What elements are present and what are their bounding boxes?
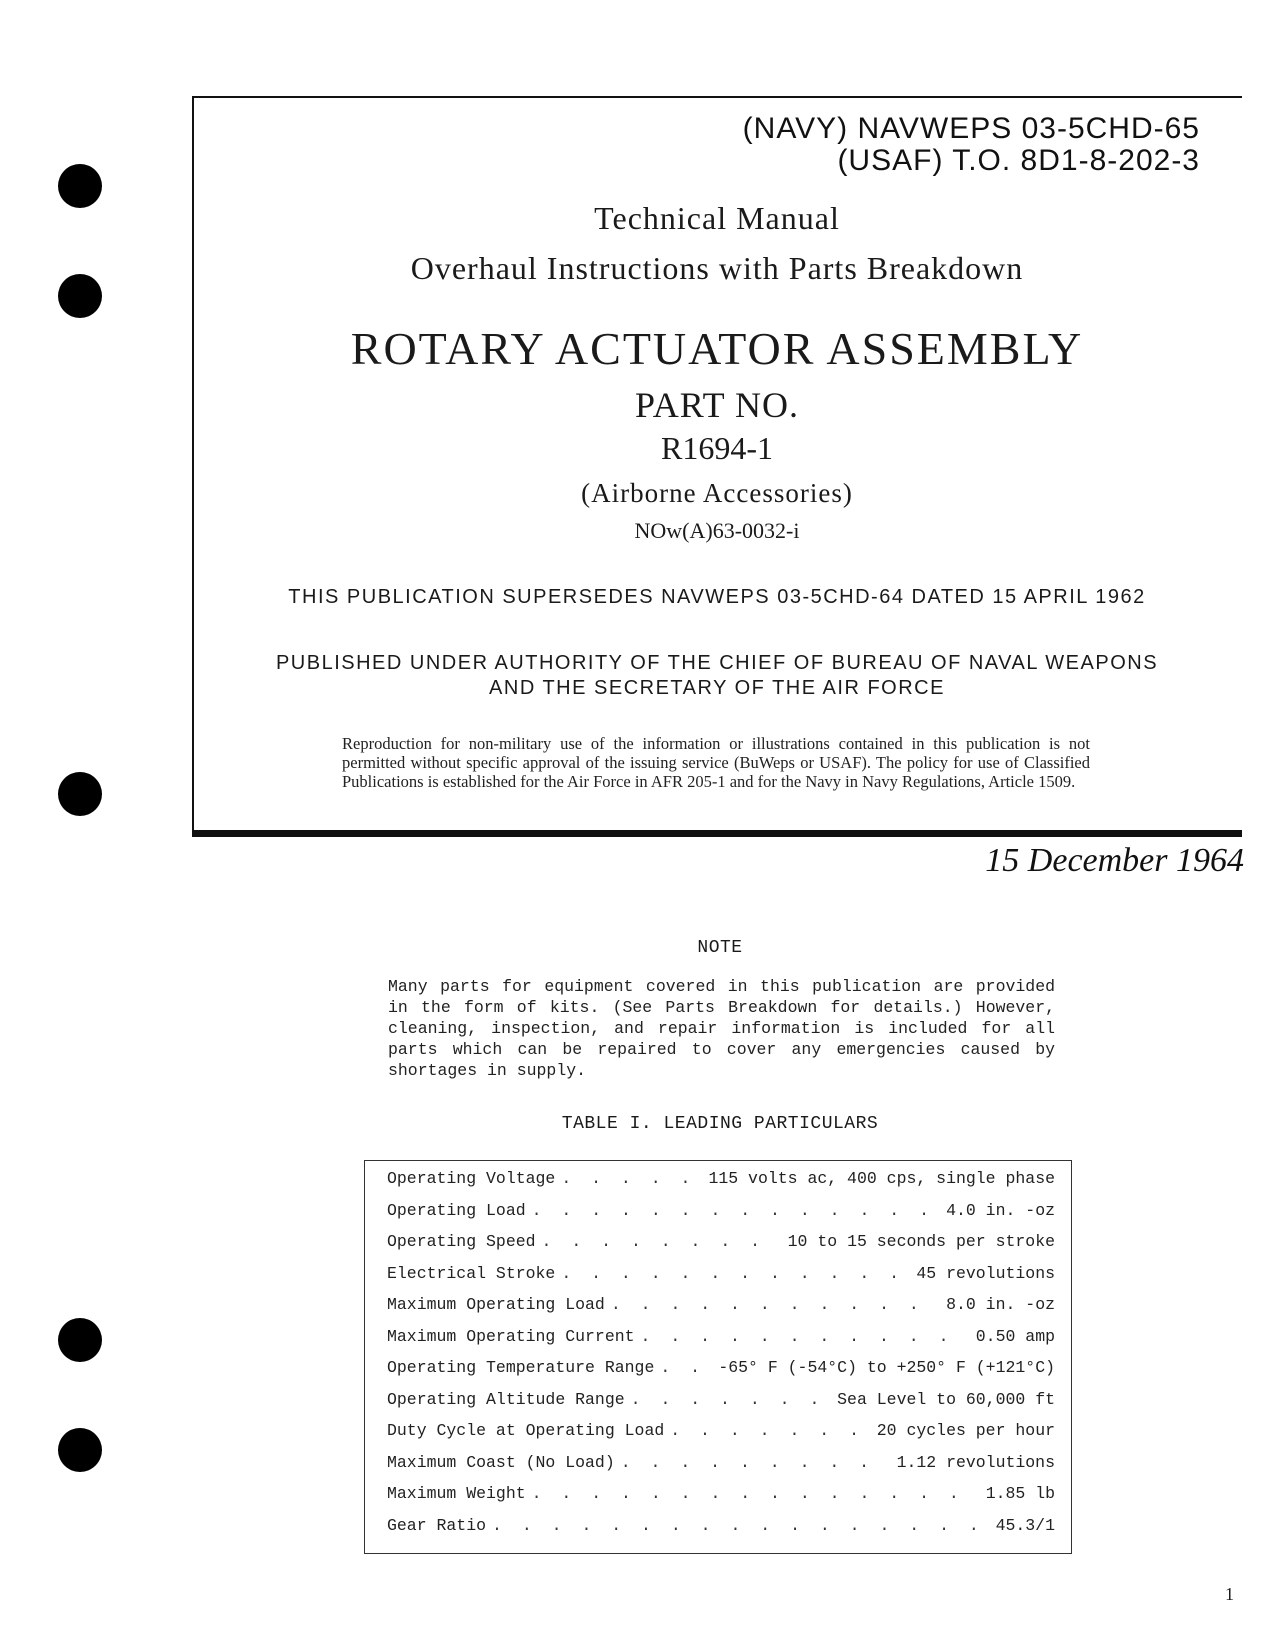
particular-value: 45.3/1 xyxy=(995,1515,1055,1535)
particular-value: Sea Level to 60,000 ft xyxy=(837,1389,1055,1409)
particular-label: Operating Speed xyxy=(387,1232,536,1251)
dot-leader xyxy=(631,1390,832,1409)
manufacturer: (Airborne Accessories) xyxy=(581,478,853,508)
particular-label: Operating Voltage xyxy=(387,1169,556,1188)
particular-label: Operating Load xyxy=(387,1200,526,1220)
binder-hole xyxy=(58,164,102,208)
supersedes-notice: THIS PUBLICATION SUPERSEDES NAVWEPS 03-5CHD-64 DATED 15 APRIL 1962 xyxy=(288,586,1146,608)
particular-label: Operating Temperature Range xyxy=(387,1358,655,1377)
contract-number: NOw(A)63-0032-i xyxy=(634,518,800,543)
particular-label: Maximum Weight xyxy=(387,1484,526,1503)
binder-hole xyxy=(58,274,102,318)
dot-leader xyxy=(641,1327,970,1346)
publication-date: 15 December 1964 xyxy=(985,842,1244,879)
particular-value: 1.12 revolutions xyxy=(896,1452,1055,1472)
dot-leader xyxy=(660,1358,712,1377)
authority-line-1: PUBLISHED UNDER AUTHORITY OF THE CHIEF OF BUREAU OF NAVAL WEAPONS xyxy=(275,652,1159,674)
particular-label: Operating Altitude Range xyxy=(387,1389,625,1409)
table-row xyxy=(387,1295,1055,1327)
dot-leader xyxy=(621,1453,891,1472)
manual-type: Technical Manual xyxy=(594,200,840,236)
dot-leader xyxy=(532,1484,980,1503)
particular-value: 20 cycles per hour xyxy=(876,1421,1055,1440)
table-row xyxy=(387,1169,1055,1201)
particular-label: Electrical Stroke xyxy=(387,1263,556,1283)
particular-value: 10 to 15 seconds per stroke xyxy=(787,1232,1055,1251)
table-row xyxy=(387,1264,1055,1296)
table-row xyxy=(387,1232,1055,1264)
table-row xyxy=(387,1516,1055,1548)
particular-label: Maximum Operating Load xyxy=(387,1295,605,1314)
particular-value: 8.0 in. -oz xyxy=(946,1295,1055,1314)
particular-value: 45 revolutions xyxy=(916,1263,1055,1283)
note-text: Many parts for equipment covered in this publication are provided in the form of kits. (See Parts Breakdown for details.) However, cleaning, inspection, and repair information is included for all parts which can be repaired to cover any emergencies caused by shortages in supply. xyxy=(388,977,1055,1080)
authority-line-2: AND THE SECRETARY OF THE AIR FORCE xyxy=(489,677,945,699)
particular-label: Maximum Operating Current xyxy=(387,1326,635,1346)
manual-subtitle: Overhaul Instructions with Parts Breakdown xyxy=(410,250,1024,286)
leading-particulars-table xyxy=(364,1160,1072,1554)
part-number: R1694-1 xyxy=(661,430,773,466)
table-row xyxy=(387,1358,1055,1390)
binder-hole xyxy=(58,1428,102,1472)
table-row xyxy=(387,1453,1055,1485)
cover-frame-bottom-rule xyxy=(192,830,1242,837)
particular-value: 0.50 amp xyxy=(975,1326,1055,1346)
particular-value: 4.0 in. -oz xyxy=(946,1200,1055,1220)
table-row xyxy=(387,1421,1055,1453)
dot-leader xyxy=(492,1516,990,1535)
page-number: 1 xyxy=(1225,1584,1234,1604)
table-title: TABLE I. LEADING PARTICULARS xyxy=(561,1114,879,1134)
particular-value: 1.85 lb xyxy=(985,1484,1055,1503)
dot-leader xyxy=(532,1201,940,1220)
binder-hole xyxy=(58,1318,102,1362)
navy-designation: (NAVY) NAVWEPS 03-5CHD-65 xyxy=(742,112,1200,145)
dot-leader xyxy=(561,1169,702,1188)
particular-value: 115 volts ac, 400 cps, single phase xyxy=(708,1169,1055,1188)
dot-leader xyxy=(611,1295,940,1314)
usaf-designation: (USAF) T.O. 8D1-8-202-3 xyxy=(837,144,1200,177)
particular-label: Maximum Coast (No Load) xyxy=(387,1452,615,1472)
note-title: NOTE xyxy=(697,938,743,958)
table-row xyxy=(387,1390,1055,1422)
table-row xyxy=(387,1201,1055,1233)
reproduction-notice: Reproduction for non-military use of the information or illustrations contained in this publication is not permitted without specific approval of the issuing service (BuWeps or USAF). The policy for use of Classified Publications is established for the Air Force in AFR 205-1 and for the Navy in Navy Regulations, Article 1509. xyxy=(342,734,1090,791)
page-title: ROTARY ACTUATOR ASSEMBLY xyxy=(350,323,1084,374)
table-row xyxy=(387,1484,1055,1516)
dot-leader xyxy=(542,1232,782,1251)
particular-label: Gear Ratio xyxy=(387,1515,487,1535)
particular-value: -65° F (-54°C) to +250° F (+121°C) xyxy=(718,1358,1055,1377)
binder-hole xyxy=(58,772,102,816)
dot-leader xyxy=(670,1421,871,1440)
dot-leader xyxy=(561,1264,910,1283)
particular-label: Duty Cycle at Operating Load xyxy=(387,1421,665,1440)
table-row xyxy=(387,1327,1055,1359)
part-number-label: PART NO. xyxy=(635,385,799,425)
